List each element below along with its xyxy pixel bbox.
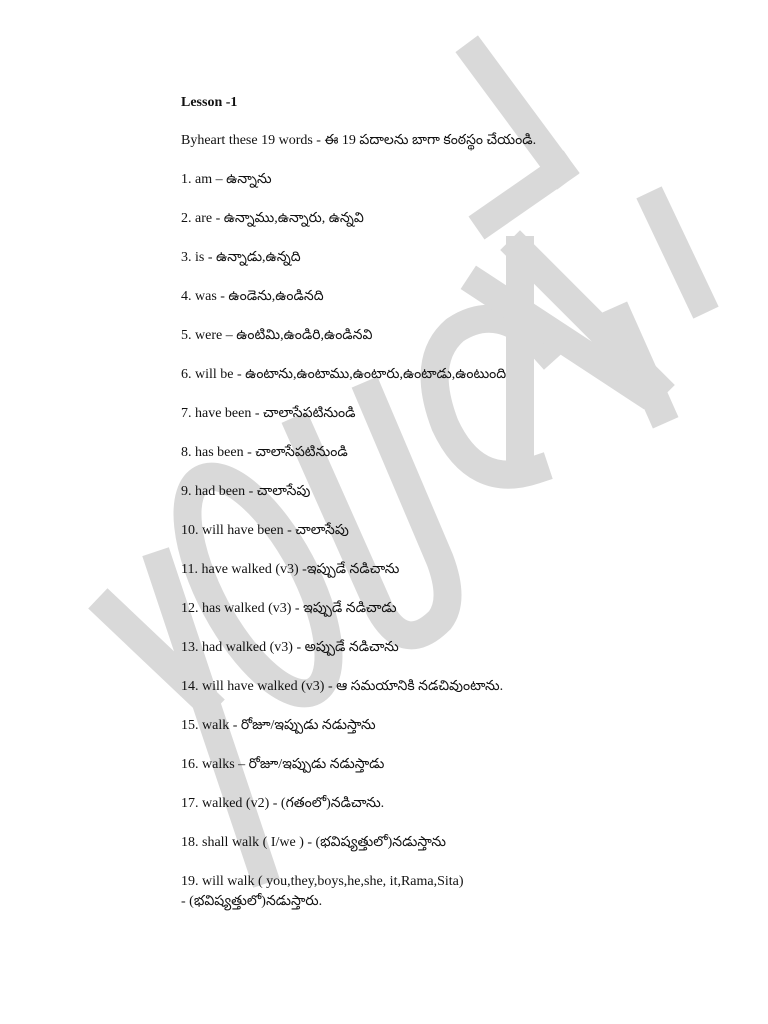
list-item: 6. will be - ఉంటాను,ఉంటాము,ఉంటారు,ఉంటాడు,ఉంటుంది <box>181 367 507 382</box>
list-item: 17. walked (v2) - (గతంలో)నడిచాను. <box>181 796 385 811</box>
list-item: 4. was - ఉండెను,ఉండినది <box>181 289 324 304</box>
lesson-title: Lesson -1 <box>181 95 238 110</box>
list-item: 18. shall walk ( I/we ) - (భవిష్యత్తులో)నడుస్తాను <box>181 835 447 850</box>
list-item: 5. were – ఉంటిమి,ఉండిరి,ఉండినవి <box>181 328 373 343</box>
list-item: 1. am – ఉన్నాను <box>181 172 272 187</box>
list-item: 10. will have been - చాలాసేపు <box>181 523 349 538</box>
list-item-19-line2: - (భవిష్యత్తులో)నడుస్తారు. <box>181 894 323 909</box>
list-item: 3. is - ఉన్నాడు,ఉన్నది <box>181 250 301 265</box>
lesson-content <box>181 92 741 912</box>
list-item: 11. have walked (v3) -ఇప్పుడే నడిచాను <box>181 562 400 577</box>
list-item: 16. walks – రోజూ/ఇప్పుడు నడుస్తాడు <box>181 757 385 772</box>
list-item: 9. had been - చాలాసేపు <box>181 484 311 499</box>
list-item: 2. are - ఉన్నాము,ఉన్నారు, ఉన్నవి <box>181 211 364 226</box>
list-item: 14. will have walked (v3) - ఆ సమయానికి నడచివుంటాను. <box>181 679 504 694</box>
list-item: 13. had walked (v3) - అప్పుడే నడిచాను <box>181 640 399 655</box>
list-item-19-line1: 19. will walk ( you,they,boys,he,she, it,Rama,Sita) <box>181 874 464 889</box>
list-item: 7. have been - చాలాసేపటినుండి <box>181 406 356 421</box>
list-item-19 <box>181 872 741 912</box>
intro-text: Byheart these 19 words - ఈ 19 పదాలను బాగా కంఠస్థం చేయండి. <box>181 133 537 148</box>
list-item: 8. has been - చాలాసేపటినుండి <box>181 445 348 460</box>
list-item: 12. has walked (v3) - ఇప్పుడే నడిచాడు <box>181 601 397 616</box>
list-item: 15. walk - రోజూ/ఇప్పుడు నడుస్తాను <box>181 718 376 733</box>
